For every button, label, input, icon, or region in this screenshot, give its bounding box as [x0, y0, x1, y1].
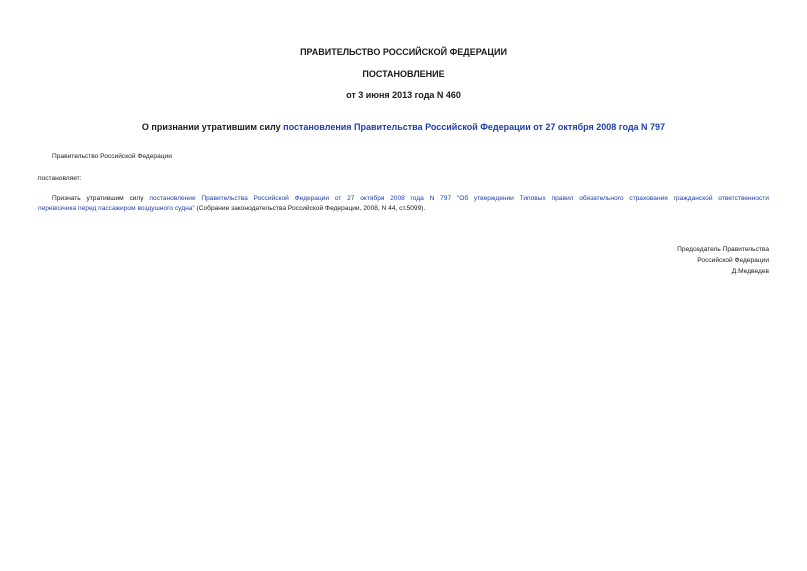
- document-type: ПОСТАНОВЛЕНИЕ: [362, 69, 445, 79]
- signatory-position-1: Председатель Правительства: [677, 246, 769, 253]
- signature-block: [677, 244, 769, 277]
- government-line: Правительство Российской Федерации: [52, 153, 172, 160]
- signatory-position-2: Российской Федерации: [697, 257, 769, 264]
- signatory-name: Д.Медведев: [731, 268, 769, 275]
- document-title: [0, 122, 807, 132]
- paragraph-suffix: (Собрание законодательства Российской Федерации, 2008, N 44, ст.5099).: [194, 205, 426, 212]
- title-prefix: О признании утратившим силу: [141, 122, 284, 132]
- repealed-decree-link-continued[interactable]: перевозчика перед пассажиром воздушного судна": [38, 205, 195, 212]
- repealed-decree-link[interactable]: постановление Правительства Российской Федерации от 27 октября 2008 года N 797 "Об утверждении Типовых правил обязательного страхования гражданской ответственности: [149, 195, 769, 202]
- paragraph-line-2: [38, 204, 769, 214]
- decides-line: постановляет:: [38, 175, 82, 182]
- document-date-number: от 3 июня 2013 года N 460: [346, 90, 461, 100]
- title-link[interactable]: постановления Правительства Российской Федерации от 27 октября 2008 года N 797: [283, 122, 666, 132]
- paragraph-line-1: [38, 194, 769, 204]
- main-paragraph: [38, 194, 769, 214]
- paragraph-prefix: Признать утратившим силу: [52, 195, 150, 202]
- issuing-authority: ПРАВИТЕЛЬСТВО РОССИЙСКОЙ ФЕДЕРАЦИИ: [300, 47, 507, 57]
